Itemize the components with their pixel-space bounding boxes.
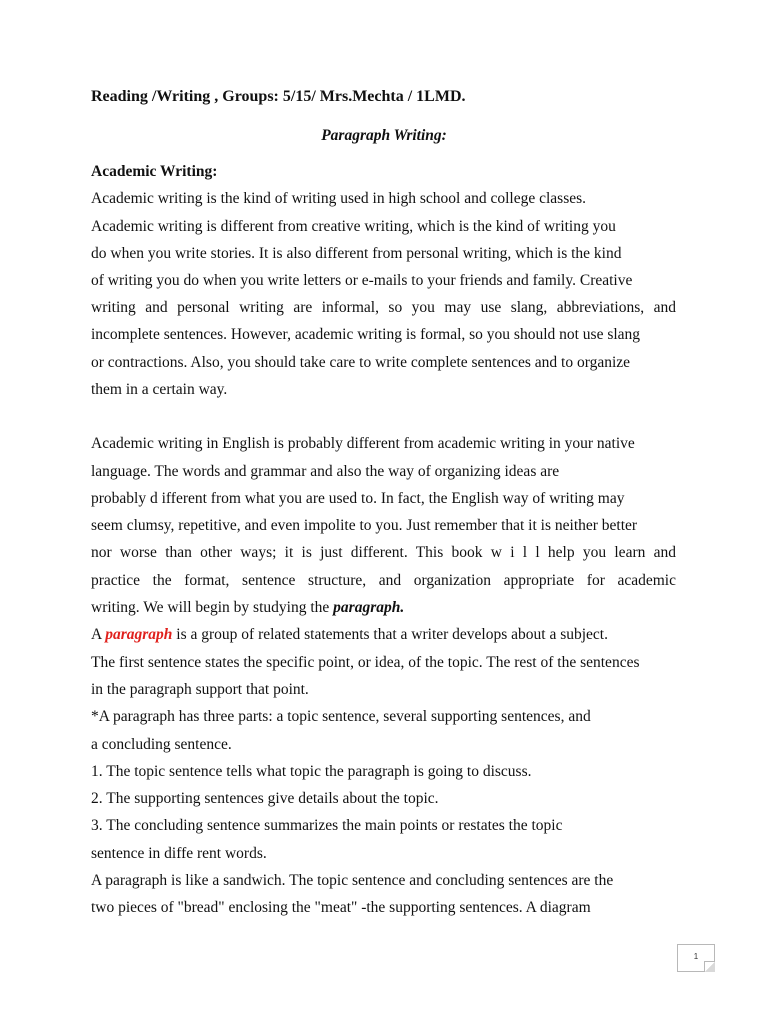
- page-corner-fold: [704, 961, 715, 972]
- paragraph-line: probably d ifferent from what you are used to. In fact, the English way of writing may: [91, 490, 625, 507]
- paragraph-line: them in a certain way.: [91, 381, 228, 398]
- line-text: is a group of related statements that a writer develops about a subject.: [172, 626, 608, 643]
- list-item: 3. The concluding sentence summarizes the main points or restates the topic: [91, 817, 563, 834]
- paragraph-line: Academic writing is the kind of writing used in high school and college classes.: [91, 190, 587, 207]
- highlighted-term: paragraph: [105, 626, 173, 643]
- list-item: 1. The topic sentence tells what topic the paragraph is going to discuss.: [91, 763, 532, 780]
- paragraph-line: nor worse than other ways; it is just different. This book w i l l help you learn and: [91, 544, 676, 561]
- paragraph-line: Academic writing is different from creative writing, which is the kind of writing you: [91, 218, 616, 235]
- paragraph-line: The first sentence states the specific point, or idea, of the topic. The rest of the sentences: [91, 654, 640, 671]
- paragraph-line: *A paragraph has three parts: a topic sentence, several supporting sentences, and: [91, 708, 591, 725]
- page-number: 1: [693, 952, 699, 961]
- paragraph-line: of writing you do when you write letters or e-mails to your friends and family. Creative: [91, 272, 633, 289]
- paragraph-line: do when you write stories. It is also different from personal writing, which is the kind: [91, 245, 622, 262]
- paragraph-line: seem clumsy, repetitive, and even impolite to you. Just remember that it is neither better: [91, 517, 638, 534]
- paragraph-line: two pieces of "bread" enclosing the "meat" -the supporting sentences. A diagram: [91, 899, 591, 916]
- line-text: A: [91, 626, 106, 643]
- paragraph-line: writing and personal writing are informal, so you may use slang, abbreviations, and: [91, 299, 676, 316]
- document-subtitle: Paragraph Writing:: [321, 127, 447, 144]
- paragraph-line: or contractions. Also, you should take care to write complete sentences and to organize: [91, 354, 631, 371]
- line-text: writing. We will begin by studying the: [91, 599, 334, 616]
- paragraph-line: practice the format, sentence structure, and organization appropriate for academic: [91, 572, 676, 589]
- paragraph-line: in the paragraph support that point.: [91, 681, 309, 698]
- paragraph-line: incomplete sentences. However, academic writing is formal, so you should not use slang: [91, 326, 641, 343]
- document-title: Reading /Writing , Groups: 5/15/ Mrs.Mechta / 1LMD.: [91, 88, 466, 105]
- paragraph-line: a concluding sentence.: [91, 736, 232, 753]
- paragraph-line: [91, 599, 404, 617]
- paragraph-line: Academic writing in English is probably different from academic writing in your native: [91, 435, 635, 452]
- paragraph-line: sentence in diffe rent words.: [91, 845, 267, 862]
- list-item: 2. The supporting sentences give details about the topic.: [91, 790, 439, 807]
- section-heading: Academic Writing:: [91, 163, 218, 180]
- paragraph-line: language. The words and grammar and also the way of organizing ideas are: [91, 463, 560, 480]
- emphasized-term: paragraph.: [333, 599, 405, 616]
- definition-line: [91, 626, 608, 644]
- paragraph-line: A paragraph is like a sandwich. The topic sentence and concluding sentences are the: [91, 872, 614, 889]
